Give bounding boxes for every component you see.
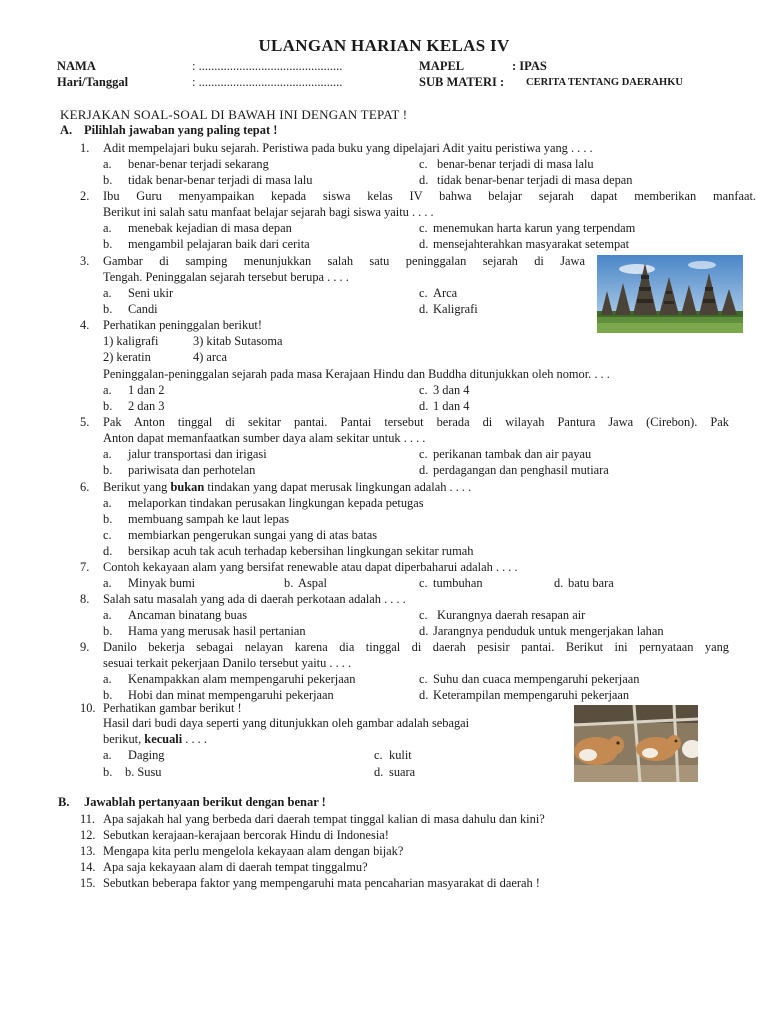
instruction: KERJAKAN SOAL-SOAL DI BAWAH INI DENGAN TEPAT !: [60, 107, 408, 122]
option-letter[interactable]: d.: [554, 576, 564, 590]
option-letter[interactable]: d.: [419, 688, 429, 702]
question-number: 13.: [80, 844, 96, 858]
option-letter[interactable]: b.: [103, 173, 113, 187]
option-letter[interactable]: a.: [103, 576, 112, 590]
option-letter[interactable]: d.: [419, 463, 429, 477]
option-text[interactable]: tidak benar-benar terjadi di masa depan: [437, 173, 633, 187]
question-text: Danilo bekerja sebagai nelayan karena dia tinggal di daerah pesisir pantai. Berikut ini pernyataan yang: [103, 640, 729, 654]
option-letter[interactable]: c.: [419, 608, 428, 622]
option-letter[interactable]: b.: [103, 237, 113, 251]
option-text[interactable]: Kenampakkan alam mempengaruhi pekerjaan: [128, 672, 356, 686]
question-text: Salah satu masalah yang ada di daerah perkotaan adalah . . . .: [103, 592, 406, 606]
question-text: Tengah. Peninggalan sejarah tersebut berupa . . . .: [103, 270, 349, 284]
option-text[interactable]: kulit: [389, 748, 412, 762]
option-text[interactable]: mengambil pelajaran baik dari cerita: [128, 237, 310, 251]
option-text[interactable]: Jarangnya penduduk untuk mengerjakan lahan: [433, 624, 664, 638]
option-text[interactable]: Arca: [433, 286, 458, 300]
option-letter[interactable]: a.: [103, 672, 112, 686]
option-letter[interactable]: c.: [419, 447, 428, 461]
option-letter[interactable]: b.: [103, 399, 113, 413]
question-number: 2.: [80, 189, 90, 203]
question-text: Contoh kekayaan alam yang bersifat renewable atau dapat diperbaharui adalah . . . .: [103, 560, 518, 574]
option-text[interactable]: benar-benar terjadi sekarang: [128, 157, 269, 171]
list-item: 3) kitab Sutasoma: [193, 334, 283, 348]
question-number: 3.: [80, 254, 90, 268]
question-text: Peninggalan-peninggalan sejarah pada masa Kerajaan Hindu dan Buddha ditunjukkan oleh nomor. . . .: [103, 367, 610, 381]
option-text[interactable]: Hama yang merusak hasil pertanian: [128, 624, 306, 638]
option-letter[interactable]: d.: [419, 237, 429, 251]
page-title: ULANGAN HARIAN KELAS IV: [258, 36, 510, 55]
option-text[interactable]: pariwisata dan perhotelan: [128, 463, 256, 477]
question-text: Mengapa kita perlu mengelola kekayaan alam dengan bijak?: [103, 844, 404, 858]
option-letter[interactable]: d.: [419, 302, 429, 316]
option-text[interactable]: perdagangan dan penghasil mutiara: [433, 463, 609, 477]
option-text[interactable]: menemukan harta karun yang terpendam: [433, 221, 636, 235]
mapel-label: MAPEL: [419, 59, 465, 73]
option-text[interactable]: melaporkan tindakan perusakan lingkungan kepada petugas: [128, 496, 424, 510]
option-letter[interactable]: a.: [103, 157, 112, 171]
question-number: 5.: [80, 415, 90, 429]
question-text: Ibu Guru menyampaikan kepada siswa kelas IV bahwa belajar sejarah dapat memberikan manfaat.: [103, 189, 756, 203]
cows-farm-image: [574, 705, 698, 782]
option-text[interactable]: 1 dan 4: [433, 399, 470, 413]
question-text-emphasis: bukan: [170, 480, 205, 494]
list-item: 2) keratin: [103, 350, 151, 364]
option-letter[interactable]: b.: [284, 576, 294, 590]
question-number: 8.: [80, 592, 90, 606]
option-letter[interactable]: b.: [103, 463, 113, 477]
option-text[interactable]: Seni ukir: [128, 286, 174, 300]
option-text[interactable]: b. Susu: [125, 765, 162, 779]
question-text: Anton dapat memanfaatkan sumber daya alam sekitar untuk . . . .: [103, 431, 426, 445]
hari-tanggal-field[interactable]: : ..............................................: [192, 75, 343, 89]
option-letter[interactable]: c.: [419, 672, 428, 686]
question-text-part: berikut,: [103, 732, 145, 746]
section-b-title: Jawablah pertanyaan berikut dengan benar !: [84, 795, 326, 809]
question-number: 6.: [80, 480, 90, 494]
option-letter[interactable]: d.: [374, 765, 384, 779]
section-b-letter: B.: [58, 795, 70, 809]
option-text[interactable]: Aspal: [298, 576, 327, 590]
question-text-part: tindakan yang dapat merusak lingkungan adalah . . . .: [204, 480, 472, 494]
option-letter[interactable]: b.: [103, 765, 113, 779]
option-letter[interactable]: c.: [419, 157, 428, 171]
option-letter[interactable]: a.: [103, 748, 112, 762]
option-text[interactable]: 1 dan 2: [128, 383, 165, 397]
option-text[interactable]: tumbuhan: [433, 576, 483, 590]
nama-label: NAMA: [57, 59, 96, 73]
option-text[interactable]: jalur transportasi dan irigasi: [128, 447, 267, 461]
question-text: Gambar di samping menunjukkan salah satu peninggalan sejarah di Jawa: [103, 254, 585, 268]
question-text: Sebutkan beberapa faktor yang mempengaruhi mata pencaharian masyarakat di daerah !: [103, 876, 540, 890]
option-letter[interactable]: b.: [103, 624, 113, 638]
option-letter[interactable]: a.: [103, 496, 112, 510]
section-a-letter: A.: [60, 123, 73, 137]
question-text: Berikut ini salah satu manfaat belajar sejarah bagi siswa yaitu . . . .: [103, 205, 434, 219]
question-text: Apa saja kekayaan alam di daerah tempat tinggalmu?: [103, 860, 368, 874]
option-text[interactable]: tidak benar-benar terjadi di masa lalu: [128, 173, 313, 187]
option-text[interactable]: 3 dan 4: [433, 383, 470, 397]
option-text[interactable]: bersikap acuh tak acuh terhadap kebersihan lingkungan sekitar rumah: [128, 544, 474, 558]
option-text[interactable]: membuang sampah ke laut lepas: [128, 512, 290, 526]
option-letter[interactable]: d.: [419, 399, 429, 413]
question-text: Pak Anton tinggal di sekitar pantai. Pantai tersebut berada di wilayah Pantura Jawa (Cirebon). Pak: [103, 415, 729, 429]
option-text[interactable]: batu bara: [568, 576, 614, 590]
hari-tanggal-label: Hari/Tanggal: [57, 75, 129, 89]
option-text[interactable]: Daging: [128, 748, 165, 762]
submateri-value: CERITA TENTANG DAERAHKU: [526, 77, 683, 88]
option-letter[interactable]: c.: [419, 286, 428, 300]
option-text[interactable]: 2 dan 3: [128, 399, 165, 413]
option-letter[interactable]: a.: [103, 383, 112, 397]
question-number: 4.: [80, 318, 90, 332]
option-letter[interactable]: d.: [419, 624, 429, 638]
option-letter[interactable]: b.: [103, 512, 113, 526]
option-text[interactable]: Kaligrafi: [433, 302, 478, 316]
question-text-part: . . . .: [182, 732, 207, 746]
candi-temple-image: [597, 255, 743, 333]
question-text: [103, 731, 207, 747]
option-text[interactable]: suara: [389, 765, 416, 779]
list-item: 4) arca: [193, 350, 228, 364]
question-number: 15.: [80, 876, 96, 890]
option-letter[interactable]: a.: [103, 447, 112, 461]
option-text[interactable]: Suhu dan cuaca mempengaruhi pekerjaan: [433, 672, 640, 686]
option-text[interactable]: Kurangnya daerah resapan air: [437, 608, 586, 622]
question-text: Perhatikan gambar berikut !: [103, 701, 242, 715]
option-text[interactable]: menebak kejadian di masa depan: [128, 221, 292, 235]
option-letter[interactable]: c.: [103, 528, 112, 542]
question-number: 9.: [80, 640, 90, 654]
question-number: 12.: [80, 828, 96, 842]
option-letter[interactable]: c.: [419, 221, 428, 235]
option-letter[interactable]: d.: [419, 173, 429, 187]
question-number: 10.: [80, 701, 96, 715]
option-text[interactable]: perikanan tambak dan air payau: [433, 447, 592, 461]
option-text[interactable]: membiarkan pengerukan sungai yang di atas batas: [128, 528, 378, 542]
list-item: 1) kaligrafi: [103, 334, 159, 348]
nama-field[interactable]: : ..............................................: [192, 59, 343, 73]
option-letter[interactable]: c.: [419, 383, 428, 397]
option-letter[interactable]: c.: [374, 748, 383, 762]
option-text[interactable]: Hobi dan minat mempengaruhi pekerjaan: [128, 688, 334, 702]
question-text: sesuai terkait pekerjaan Danilo tersebut yaitu . . . .: [103, 656, 352, 670]
question-text-part: Berikut yang: [103, 480, 171, 494]
option-text[interactable]: benar-benar terjadi di masa lalu: [437, 157, 594, 171]
question-text: Adit mempelajari buku sejarah. Peristiwa pada buku yang dipelajari Adit yaitu peristiwa yang . . . .: [103, 141, 593, 155]
option-text[interactable]: Ancaman binatang buas: [128, 608, 248, 622]
mapel-value: : IPAS: [512, 59, 547, 73]
option-letter[interactable]: a.: [103, 221, 112, 235]
option-letter[interactable]: a.: [103, 608, 112, 622]
option-letter[interactable]: a.: [103, 286, 112, 300]
option-letter[interactable]: b.: [103, 302, 113, 316]
question-number: 7.: [80, 560, 90, 574]
question-text: Perhatikan peninggalan berikut!: [103, 318, 262, 332]
option-text[interactable]: Candi: [128, 302, 158, 316]
section-a-title: Pilihlah jawaban yang paling tepat !: [84, 123, 278, 137]
question-text-emphasis: kecuali: [144, 732, 183, 746]
question-number: 14.: [80, 860, 96, 874]
option-letter[interactable]: d.: [103, 544, 113, 558]
question-number: 11.: [80, 812, 96, 826]
submateri-label: SUB MATERI :: [419, 75, 505, 89]
option-text[interactable]: mensejahterahkan masyarakat setempat: [433, 237, 630, 251]
option-letter[interactable]: b.: [103, 688, 113, 702]
question-text: Apa sajakah hal yang berbeda dari daerah tempat tinggal kalian di masa dahulu dan kini?: [103, 812, 545, 826]
option-letter[interactable]: c.: [419, 576, 428, 590]
question-text: [103, 479, 471, 495]
question-text: Sebutkan kerajaan-kerajaan bercorak Hindu di Indonesia!: [103, 828, 389, 842]
option-text[interactable]: Keterampilan mempengaruhi pekerjaan: [433, 688, 630, 702]
option-text[interactable]: Minyak bumi: [128, 576, 196, 590]
question-text: Hasil dari budi daya seperti yang ditunjukkan oleh gambar adalah sebagai: [103, 716, 470, 730]
question-number: 1.: [80, 141, 90, 155]
